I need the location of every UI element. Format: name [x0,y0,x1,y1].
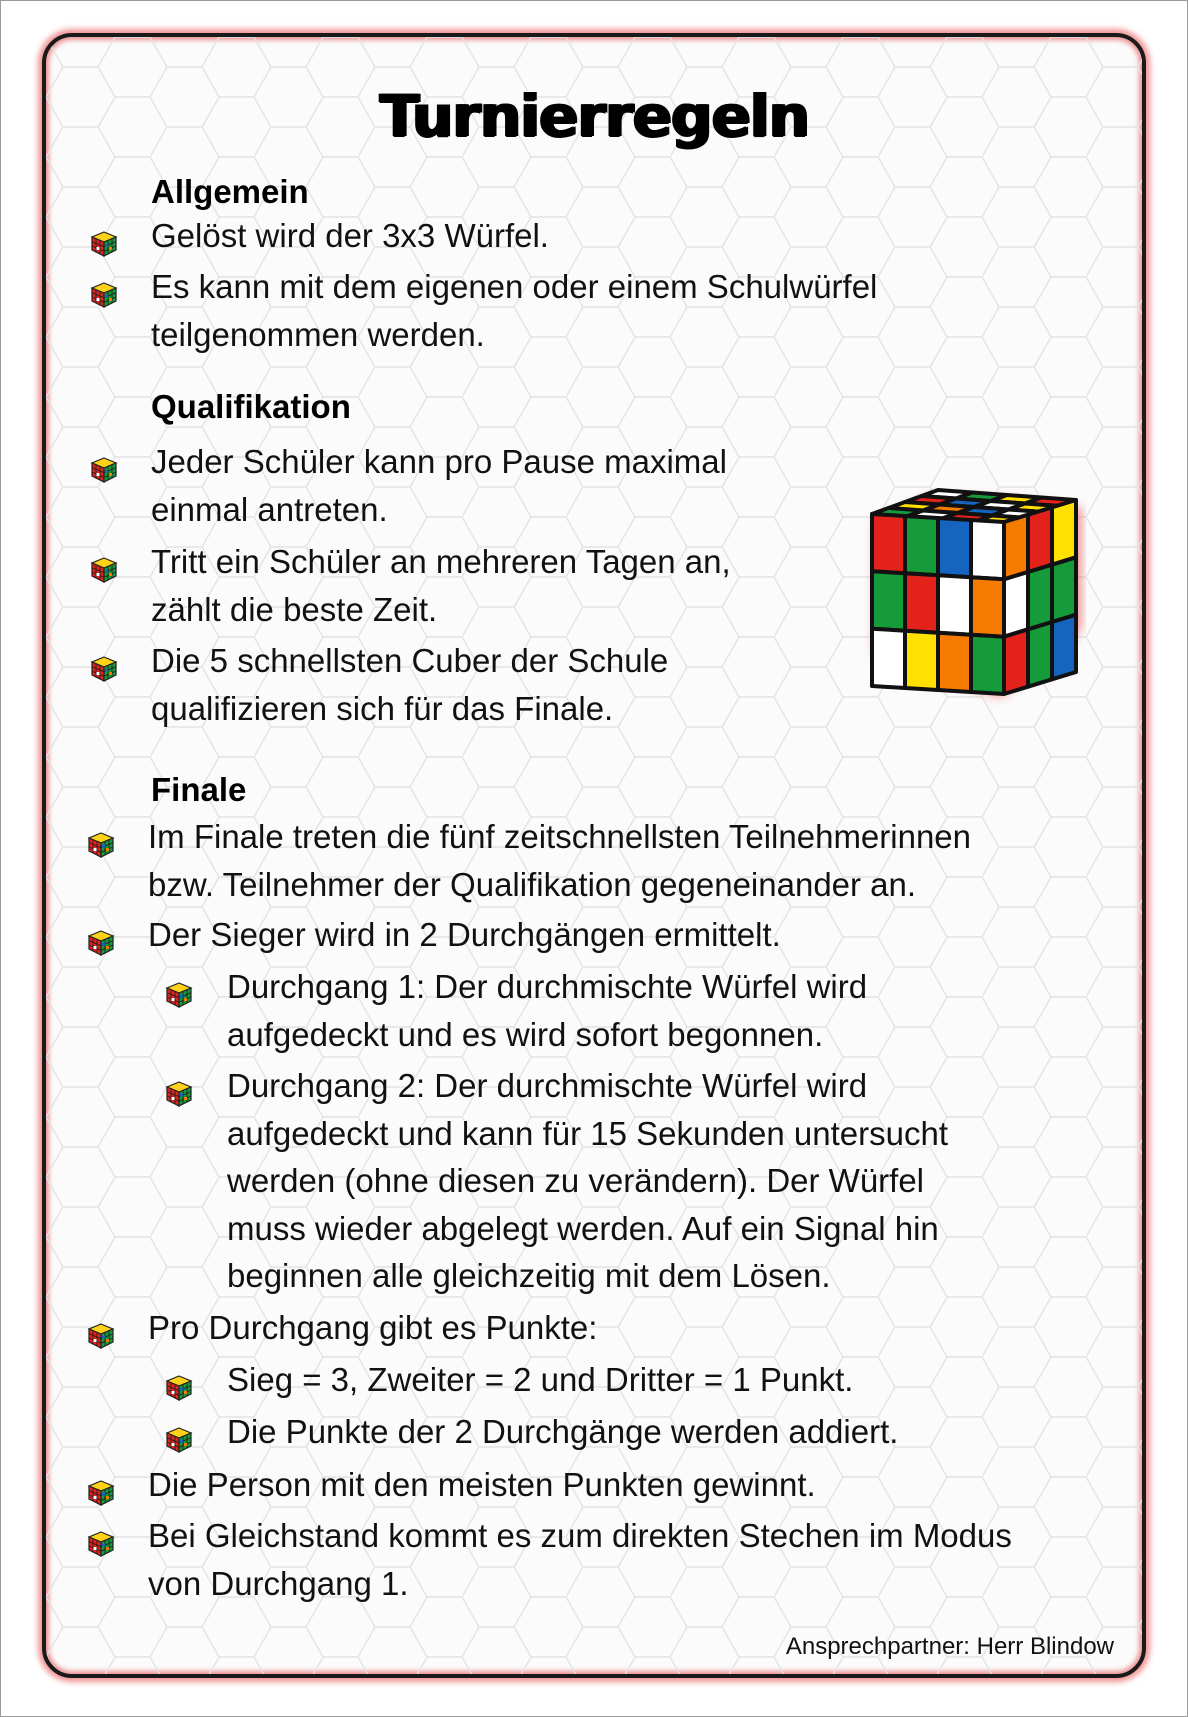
rule-text-line: Jeder Schüler kann pro Pause maximal [151,443,727,480]
rule-text-line: Pro Durchgang gibt es Punkte: [148,1309,598,1346]
contact-footer: Ansprechpartner: Herr Blindow [785,1633,1114,1660]
rule-text-line: von Durchgang 1. [148,1564,409,1602]
rule-text-line: muss wieder abgelegt werden. Auf ein Signal hin [227,1209,939,1247]
rule-text-line: beginnen alle gleichzeitig mit dem Lösen. [227,1257,831,1294]
rule-text-line: zählt die beste Zeit. [151,590,438,628]
rubiks-cube-icon [89,229,119,259]
rubiks-cube-icon [164,1079,194,1109]
rule-text-line: Gelöst wird der 3x3 Würfel. [151,217,549,254]
rule-text-line: Die 5 schnellsten Cuber der Schule [151,642,669,679]
rule-text-line: Im Finale treten die fünf zeitschnellsten Teilnehmerinnen [148,818,972,855]
rule-text-line: bzw. Teilnehmer der Qualifikation gegeneinander an. [148,865,917,903]
section-heading-qualifikation: Qualifikation [151,388,351,425]
rubiks-cube-illustration [860,486,1086,706]
rubiks-cube-icon [164,1373,194,1403]
rubiks-cube-icon [86,1478,116,1508]
rule-text-line: Bei Gleichstand kommt es zum direkten Stechen im Modus [148,1517,1012,1554]
rule-text-line: werden (ohne diesen zu verändern). Der Würfel [227,1162,925,1199]
rule-text-line: teilgenommen werden. [151,315,485,353]
rule-text-line: Die Punkte der 2 Durchgänge werden addiert. [227,1413,899,1450]
rubiks-cube-icon [89,555,119,585]
rule-text-line: Durchgang 2: Der durchmischte Würfel wird [227,1067,868,1104]
rule-text-line: aufgedeckt und es wird sofort begonnen. [227,1015,824,1053]
page-title: Turnierregeln [379,82,809,150]
section-heading-finale: Finale [151,771,247,808]
rule-text-line: qualifizieren sich für das Finale. [151,689,614,727]
rubiks-cube-icon [86,1321,116,1351]
rule-text-line: Sieg = 3, Zweiter = 2 und Dritter = 1 Punkt. [227,1361,854,1398]
rubiks-cube-icon [86,928,116,958]
rubiks-cube-icon [89,455,119,485]
rubiks-cube-icon [89,654,119,684]
rule-text-line: Durchgang 1: Der durchmischte Würfel wird [227,968,868,1005]
section-heading-allgemein: Allgemein [151,173,309,210]
rule-text-line: Der Sieger wird in 2 Durchgängen ermittelt. [148,916,781,953]
rubiks-cube-icon [86,1529,116,1559]
rubiks-cube-icon [164,980,194,1010]
rule-text-line: Es kann mit dem eigenen oder einem Schulwürfel [151,268,878,305]
rubiks-cube-icon [86,830,116,860]
rule-text-line: einmal antreten. [151,490,388,528]
rule-text-line: Tritt ein Schüler an mehreren Tagen an, [151,543,731,580]
rubiks-cube-icon [89,280,119,310]
rule-text-line: aufgedeckt und kann für 15 Sekunden untersucht [227,1114,949,1152]
rule-text-line: Die Person mit den meisten Punkten gewinnt. [148,1466,816,1503]
rubiks-cube-icon [164,1425,194,1455]
